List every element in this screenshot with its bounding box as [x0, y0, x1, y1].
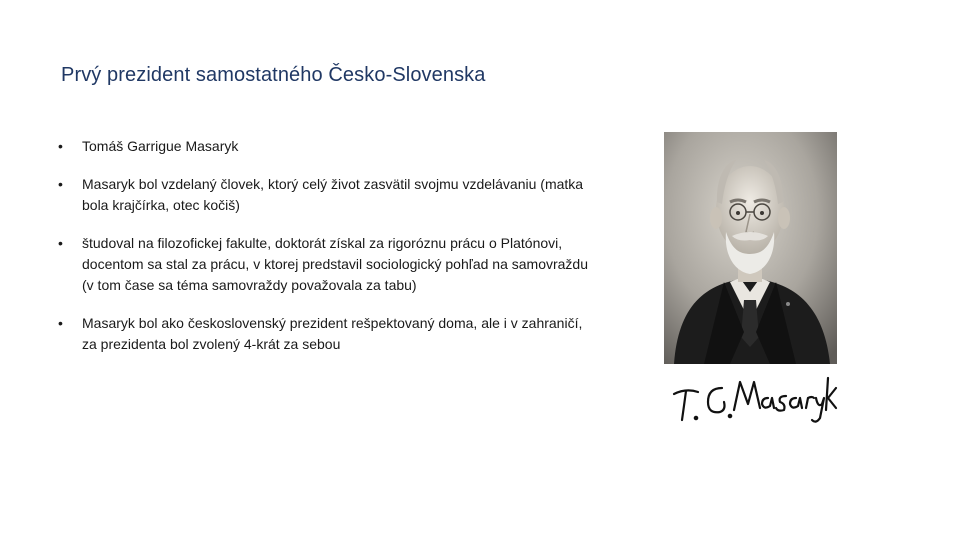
bullet-text: študoval na filozofickej fakulte, doktorát získal za rigoróznu prácu o Platónovi, docentom sa stal za prácu, v ktorej predstavil sociologický pohľad na samovraždu (v tom čase sa téma samovraždy považovala za tabu)	[82, 235, 589, 293]
bullet-text: Masaryk bol ako československý prezident rešpektovaný doma, ale i v zahraničí, za prezidenta bol zvolený 4-krát za sebou	[82, 315, 583, 352]
bullet-item-education	[58, 174, 598, 216]
bullet-text: Tomáš Garrigue Masaryk	[82, 138, 239, 154]
bullet-dot: •	[58, 315, 63, 331]
slide-title: Prvý prezident samostatného Česko-Slovenska	[61, 64, 486, 86]
signature-drawing	[664, 364, 839, 426]
portrait-illustration	[664, 132, 837, 364]
bullet-item-studies	[58, 233, 598, 296]
bullet-dot: •	[58, 138, 63, 154]
bullet-item-name	[58, 136, 598, 157]
portrait-photo	[664, 132, 837, 364]
bullet-item-presidency	[58, 313, 598, 355]
bullet-text: Masaryk bol vzdelaný človek, ktorý celý život zasvätil svojmu vzdelávaniu (matka bola krajčírka, otec kočiš)	[82, 176, 584, 213]
bullet-dot: •	[58, 176, 63, 192]
bullet-dot: •	[58, 235, 63, 251]
bullet-list	[58, 136, 598, 372]
signature-image	[664, 364, 839, 426]
